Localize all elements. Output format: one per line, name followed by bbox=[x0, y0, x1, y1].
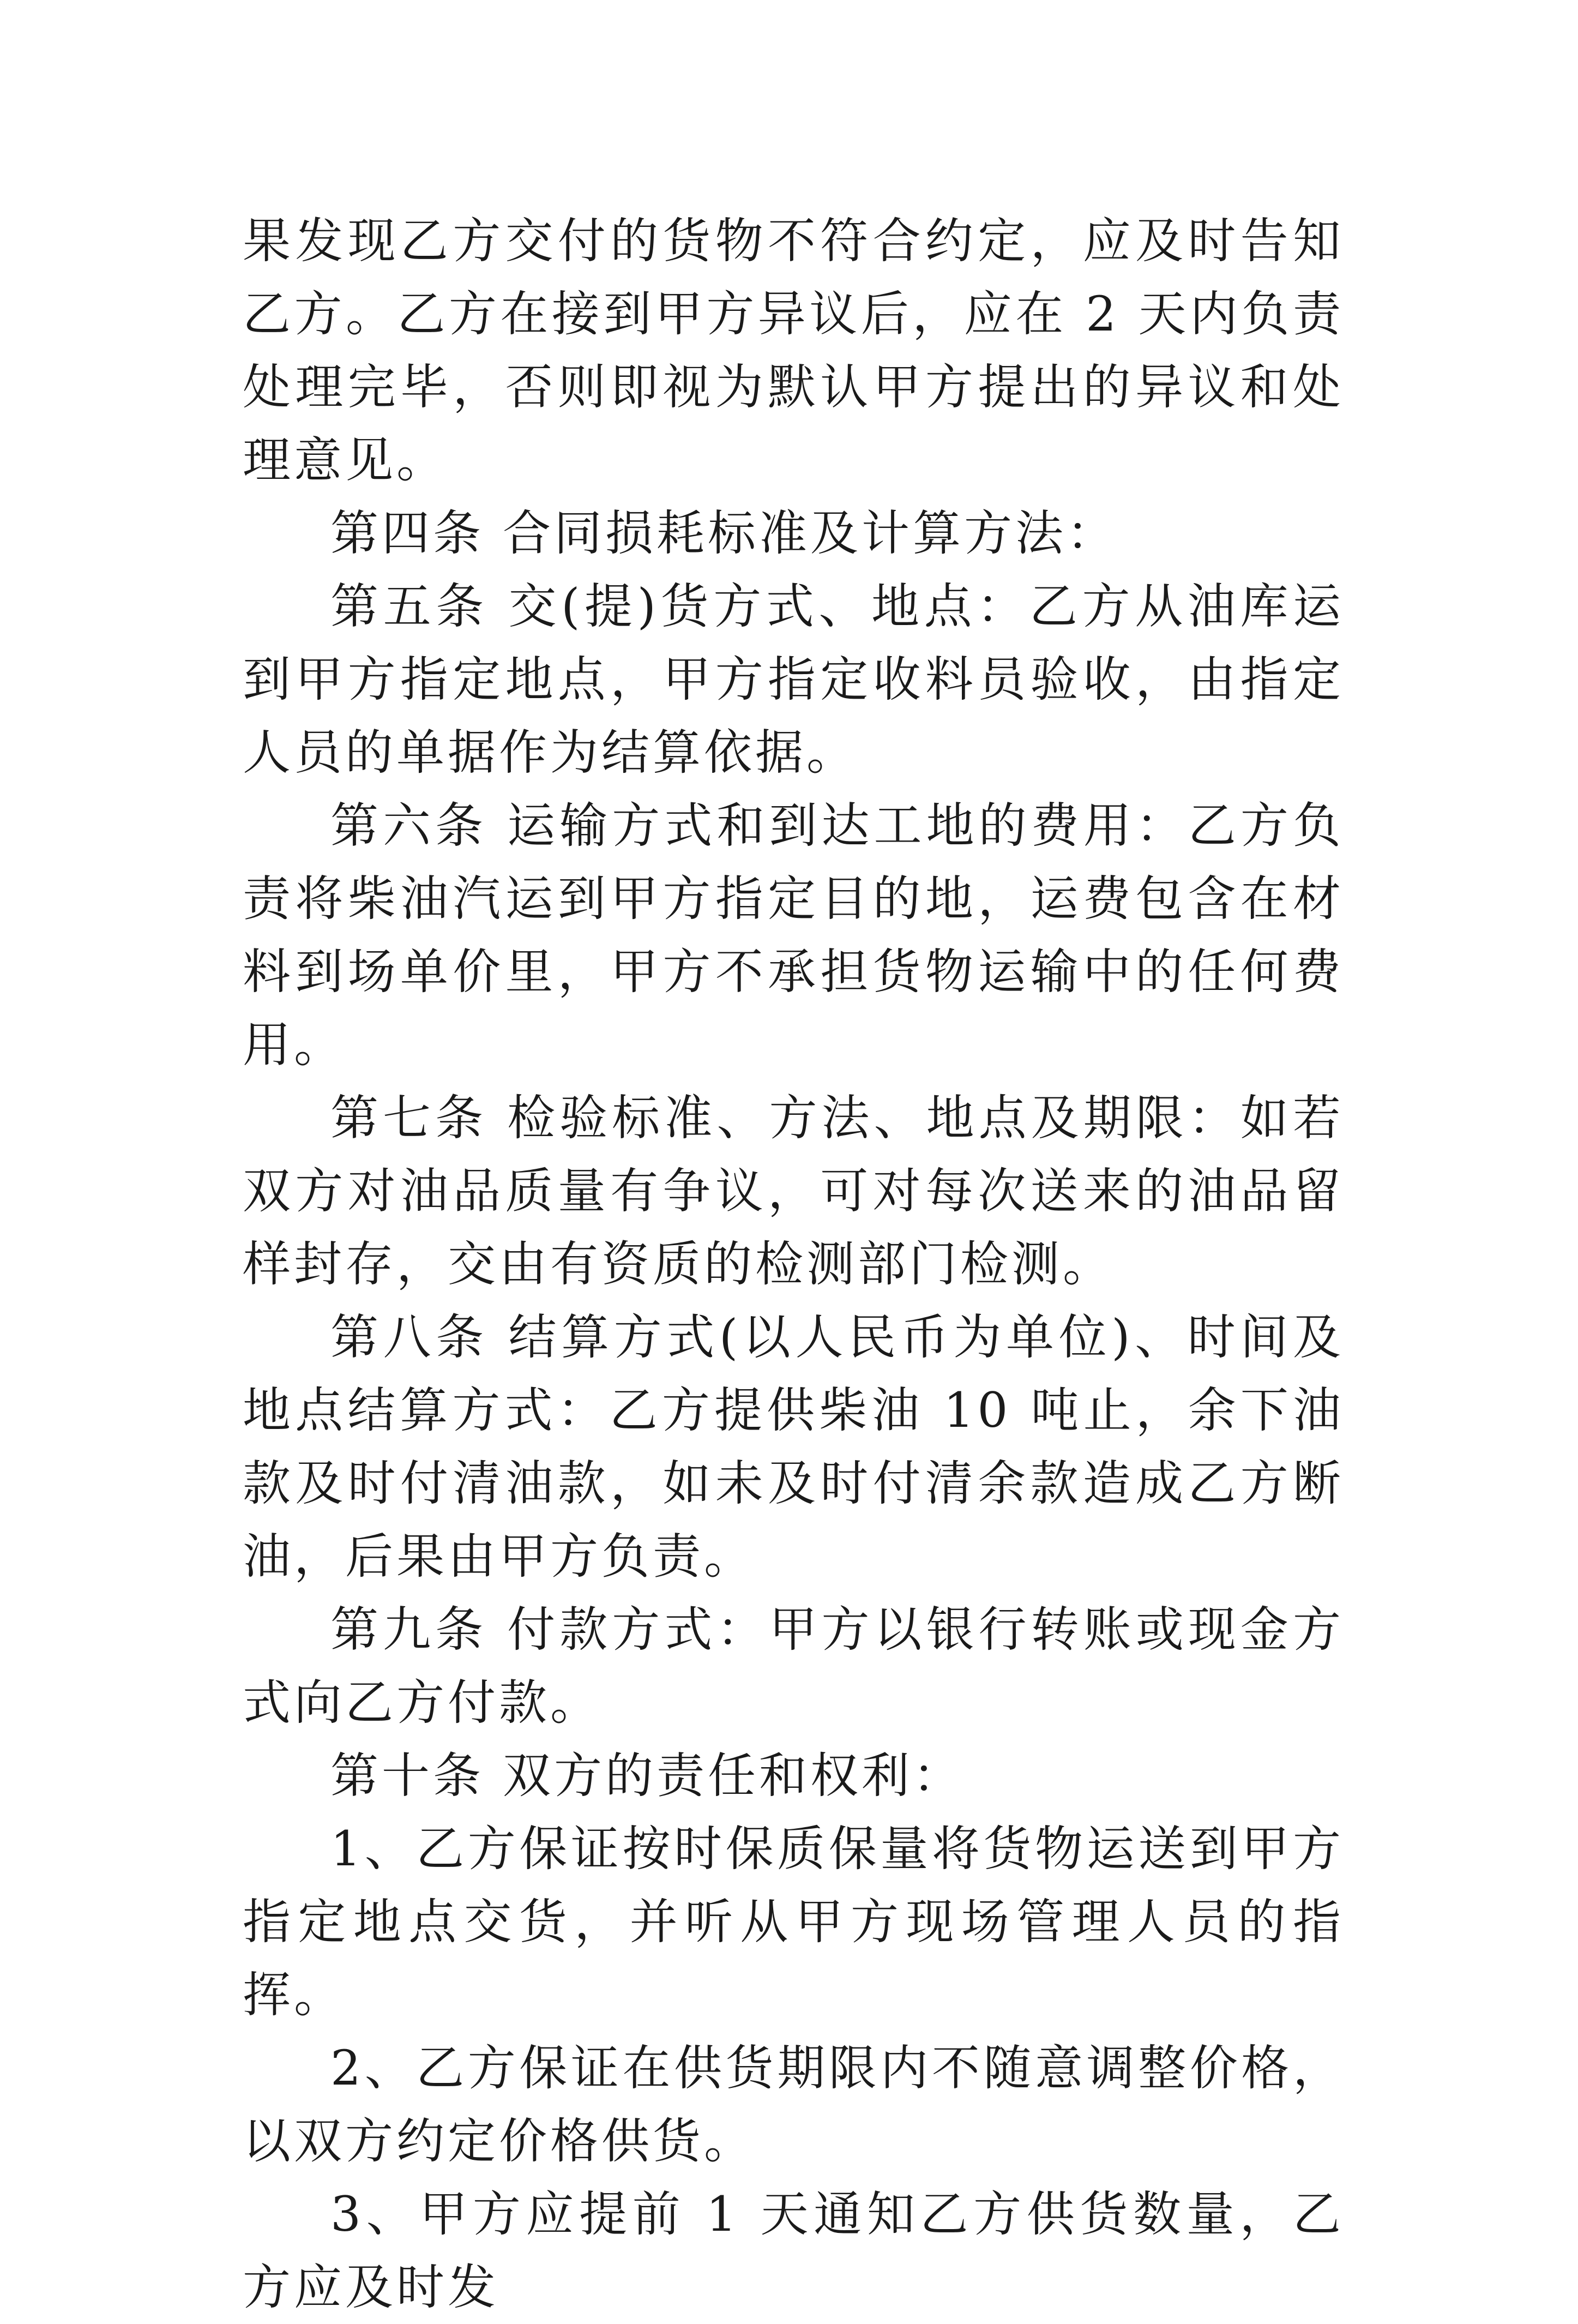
list-item-3: 3、甲方应提前 1 天通知乙方供货数量，乙方应及时发 bbox=[243, 2186, 1344, 2315]
paragraph-article-4: 第四条 合同损耗标准及计算方法： bbox=[330, 505, 1118, 561]
list-item-1: 1、乙方保证按时保质保量将货物运送到甲方指定地点交货，并听从甲方现场管理人员的指挥。 bbox=[243, 1821, 1344, 2023]
paragraph-article-8: 第八条 结算方式(以人民币为单位)、时间及地点结算方式：乙方提供柴油 10 吨止，余下油款及时付清油款，如未及时付清余款造成乙方断油，后果由甲方负责。 bbox=[243, 1309, 1344, 1584]
list-item-2: 2、乙方保证在供货期限内不随意调整价格，以双方约定价格供货。 bbox=[243, 2040, 1344, 2169]
paragraph-article-10: 第十条 双方的责任和权利： bbox=[330, 1747, 964, 1804]
paragraph-article-9: 第九条 付款方式：甲方以银行转账或现金方式向乙方付款。 bbox=[243, 1601, 1344, 1731]
paragraph-article-6: 第六条 运输方式和到达工地的费用：乙方负责将柴油汽运到甲方指定目的地，运费包含在材料到场单价里，甲方不承担货物运输中的任何费用。 bbox=[243, 797, 1344, 1073]
paragraph-continuation: 果发现乙方交付的货物不符合约定，应及时告知乙方。乙方在接到甲方异议后，应在 2 天内负责处理完毕，否则即视为默认甲方提出的异议和处理意见。 bbox=[243, 213, 1344, 488]
document-body bbox=[243, 205, 1344, 2324]
paragraph-article-7: 第七条 检验标准、方法、地点及期限：如若双方对油品质量有争议，可对每次送来的油品留样封存，交由有资质的检测部门检测。 bbox=[243, 1090, 1344, 1292]
paragraph-article-5: 第五条 交(提)货方式、地点：乙方从油库运到甲方指定地点，甲方指定收料员验收，由指定人员的单据作为结算依据。 bbox=[243, 578, 1344, 780]
